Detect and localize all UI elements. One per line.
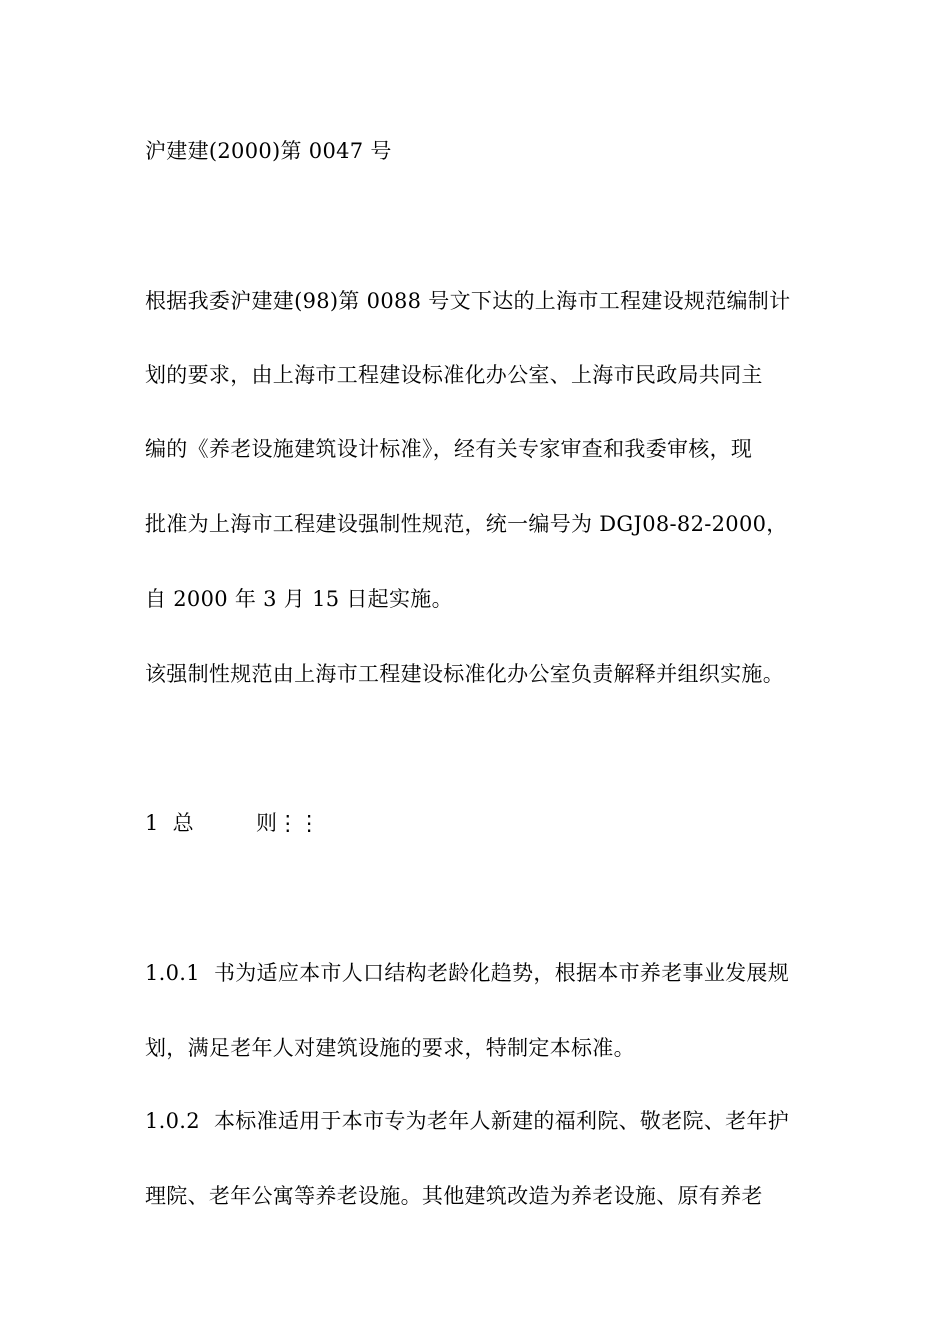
clause-2-line-2: 理院、老年公寓等养老设施。其他建筑改造为养老设施、原有养老 [145,1184,763,1208]
notice-line-1: 根据我委沪建建(98)第 0088 号文下达的上海市工程建设规范编制计 [145,289,791,313]
notice-line-4: 批准为上海市工程建设强制性规范，统一编号为 DGJ08-82-2000， [145,512,788,536]
clause-text: 本标准适用于本市专为老年人新建的福利院、敬老院、老年护 [213,1109,790,1133]
clause-text: 书为适应本市人口结构老龄化趋势，根据本市养老事业发展规 [213,961,790,985]
clause-2-line-1 [145,1108,789,1134]
chapter-title-part1: 总 [172,811,194,835]
document-number: 沪建建(2000)第 0047 号 [145,139,392,163]
notice-line-3: 编的《养老设施建筑设计标准》，经有关专家审查和我委审核，现 [145,437,753,461]
clause-1-line-2: 划，满足老年人对建筑设施的要求，特制定本标准。 [145,1036,635,1060]
notice-line-2: 划的要求，由上海市工程建设标准化办公室、上海市民政局共同主 [145,363,763,387]
chapter-heading [145,810,320,836]
clause-1-line-1 [145,960,789,986]
notice-line-6: 该强制性规范由上海市工程建设标准化办公室负责解释并组织实施。 [145,662,784,686]
chapter-number: 1 [145,811,159,835]
clause-number: 1.0.1 [145,961,200,985]
clause-number: 1.0.2 [145,1109,200,1133]
notice-line-5: 自 2000 年 3 月 15 日起实施。 [145,587,453,611]
chapter-title-part2: 则⋮⋮ [255,811,320,835]
